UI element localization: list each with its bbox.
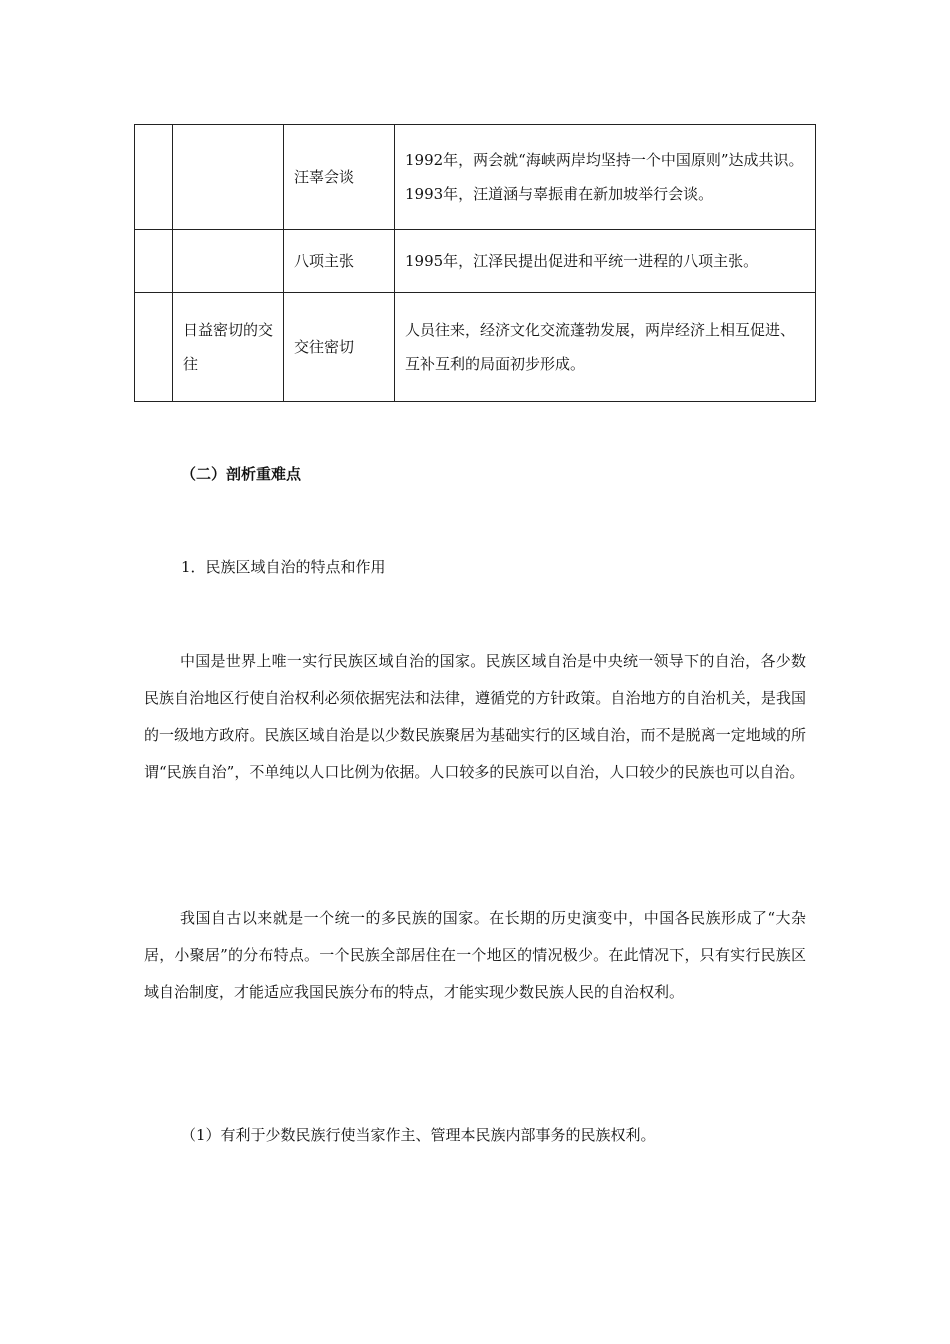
table-cell xyxy=(135,230,173,293)
table-cell xyxy=(173,230,284,293)
summary-table xyxy=(134,124,816,402)
table-cell-topic: 汪辜会谈 xyxy=(284,125,395,230)
paragraph: 我国自古以来就是一个统一的多民族的国家。在长期的历史演变中，中国各民族形成了“大杂居，小聚居”的分布特点。一个民族全部居住在一个地区的情况极少。在此情况下，只有实行民族区域自治制度，才能适应我国民族分布的特点，才能实现少数民族人民的自治权利。 xyxy=(144,909,806,1001)
table-cell-topic: 八项主张 xyxy=(284,230,395,293)
paragraph: 中国是世界上唯一实行民族区域自治的国家。民族区域自治是中央统一领导下的自治，各少数民族自治地区行使自治权利必须依据宪法和法律，遵循党的方针政策。自治地方的自治机关，是我国的一级地方政府。民族区域自治是以少数民族聚居为基础实行的区域自治，而不是脱离一定地域的所谓“民族自治”，不单纯以人口比例为依据。人口较多的民族可以自治，人口较少的民族也可以自治。 xyxy=(144,652,806,781)
section-heading: （二）剖析重难点 xyxy=(181,465,302,483)
table-cell-category: 日益密切的交往 xyxy=(173,293,284,402)
table-cell-description: 1995年，江泽民提出促进和平统一进程的八项主张。 xyxy=(395,230,816,293)
table-cell-description: 人员往来，经济文化交流蓬勃发展，两岸经济上相互促进、互补互利的局面初步形成。 xyxy=(395,293,816,402)
table-row xyxy=(135,125,816,230)
table-cell-description: 1992年，两会就“海峡两岸均坚持一个中国原则”达成共识。1993年，汪道涵与辜振甫在新加坡举行会谈。 xyxy=(395,125,816,230)
list-item: （1）有利于少数民族行使当家作主、管理本民族内部事务的民族权利。 xyxy=(181,1126,656,1144)
table-cell xyxy=(135,293,173,402)
table-cell xyxy=(173,125,284,230)
table-cell xyxy=(135,125,173,230)
subheading: 1．民族区域自治的特点和作用 xyxy=(181,558,386,576)
table-cell-topic: 交往密切 xyxy=(284,293,395,402)
table-row xyxy=(135,293,816,402)
table-row xyxy=(135,230,816,293)
